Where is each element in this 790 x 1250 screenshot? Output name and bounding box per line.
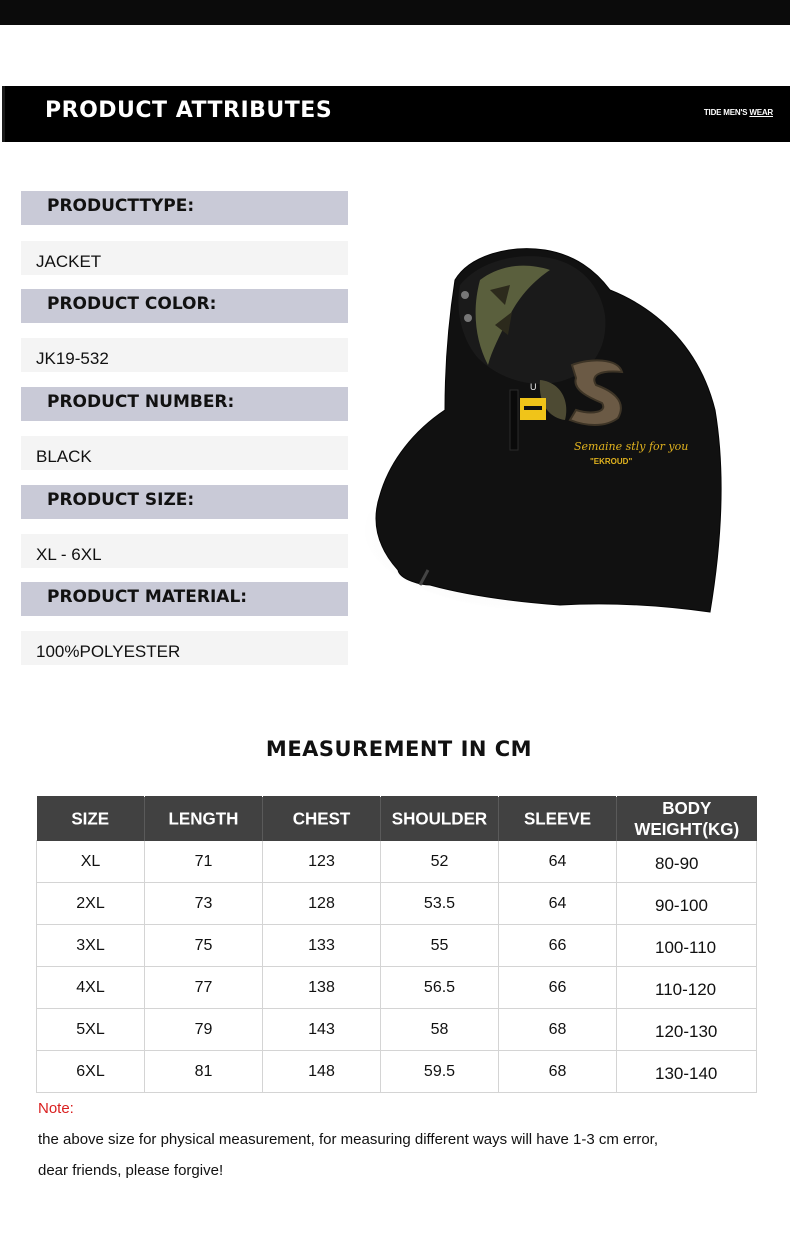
table-row — [37, 967, 757, 1009]
size-chart-table — [36, 797, 757, 1093]
tagline-underlined: WEAR — [749, 108, 773, 117]
col-header-chest: CHEST — [263, 796, 381, 842]
table-cell: 73 — [145, 883, 263, 925]
section-header — [2, 86, 790, 142]
col-header-sleeve: SLEEVE — [499, 796, 617, 842]
table-cell: 143 — [263, 1009, 381, 1051]
table-cell: 52 — [381, 841, 499, 883]
table-cell: 5XL — [37, 1009, 145, 1051]
back-print-script: Semaine stly for you — [574, 440, 689, 453]
attr-value-color: JK19-532 — [21, 338, 348, 372]
table-cell: 55 — [381, 925, 499, 967]
col-header-shoulder: SHOULDER — [381, 796, 499, 842]
table-cell: 90-100 — [617, 883, 757, 925]
table-cell: 66 — [499, 925, 617, 967]
table-cell: 79 — [145, 1009, 263, 1051]
tagline-prefix: TIDE MEN'S — [703, 108, 750, 117]
table-cell: XL — [37, 841, 145, 883]
measurement-title: MEASUREMENT IN CM — [265, 737, 533, 761]
attr-label-type: PRODUCTTYPE: — [21, 191, 348, 225]
jacket-product-image — [360, 240, 780, 620]
table-row — [37, 841, 757, 883]
table-row — [37, 925, 757, 967]
table-row — [37, 1009, 757, 1051]
brand-tagline — [704, 108, 773, 117]
table-cell: 123 — [263, 841, 381, 883]
table-cell: 133 — [263, 925, 381, 967]
table-cell: 59.5 — [381, 1051, 499, 1093]
table-cell: 77 — [145, 967, 263, 1009]
table-row — [37, 883, 757, 925]
attr-value-material: 100%POLYESTER — [21, 631, 348, 665]
table-cell: 66 — [499, 967, 617, 1009]
table-cell: 58 — [381, 1009, 499, 1051]
attr-value-number: BLACK — [21, 436, 348, 470]
table-cell: 6XL — [37, 1051, 145, 1093]
tag-stripe — [524, 406, 542, 410]
table-cell: 80-90 — [617, 841, 757, 883]
table-cell: 130-140 — [617, 1051, 757, 1093]
attr-label-material: PRODUCT MATERIAL: — [21, 582, 348, 616]
sleeve-pocket-zip — [510, 390, 518, 450]
attr-label-color: PRODUCT COLOR: — [21, 289, 348, 323]
attr-value-type: JACKET — [21, 241, 348, 275]
attr-label-size: PRODUCT SIZE: — [21, 485, 348, 519]
note-line-1: the above size for physical measurement, for measuring different ways will have 1-3 cm error, — [38, 1131, 658, 1148]
col-header-length: LENGTH — [145, 796, 263, 842]
table-cell: 3XL — [37, 925, 145, 967]
table-cell: 81 — [145, 1051, 263, 1093]
table-cell: 100-110 — [617, 925, 757, 967]
attr-label-number: PRODUCT NUMBER: — [21, 387, 348, 421]
table-header-row — [37, 797, 757, 841]
section-title: PRODUCT ATTRIBUTES — [45, 98, 333, 123]
table-cell: 4XL — [37, 967, 145, 1009]
snap-button — [461, 291, 469, 299]
tag-label: U — [530, 382, 537, 392]
snap-button — [464, 314, 472, 322]
table-cell: 53.5 — [381, 883, 499, 925]
table-cell: 148 — [263, 1051, 381, 1093]
table-cell: 68 — [499, 1009, 617, 1051]
table-row — [37, 1051, 757, 1093]
table-cell: 56.5 — [381, 967, 499, 1009]
back-print-brand: "EKROUD" — [590, 457, 633, 466]
table-cell: 64 — [499, 841, 617, 883]
table-cell: 68 — [499, 1051, 617, 1093]
note-line-2: dear friends, please forgive! — [38, 1162, 224, 1179]
table-cell: 120-130 — [617, 1009, 757, 1051]
col-header-body-weight: BODY WEIGHT(KG) — [617, 796, 757, 842]
table-cell: 64 — [499, 883, 617, 925]
note-label: Note: — [38, 1100, 74, 1117]
table-cell: 110-120 — [617, 967, 757, 1009]
attr-value-size: XL - 6XL — [21, 534, 348, 568]
top-bar — [0, 0, 790, 25]
table-cell: 71 — [145, 841, 263, 883]
col-header-size: SIZE — [37, 796, 145, 842]
table-cell: 2XL — [37, 883, 145, 925]
table-cell: 138 — [263, 967, 381, 1009]
table-cell: 75 — [145, 925, 263, 967]
table-cell: 128 — [263, 883, 381, 925]
